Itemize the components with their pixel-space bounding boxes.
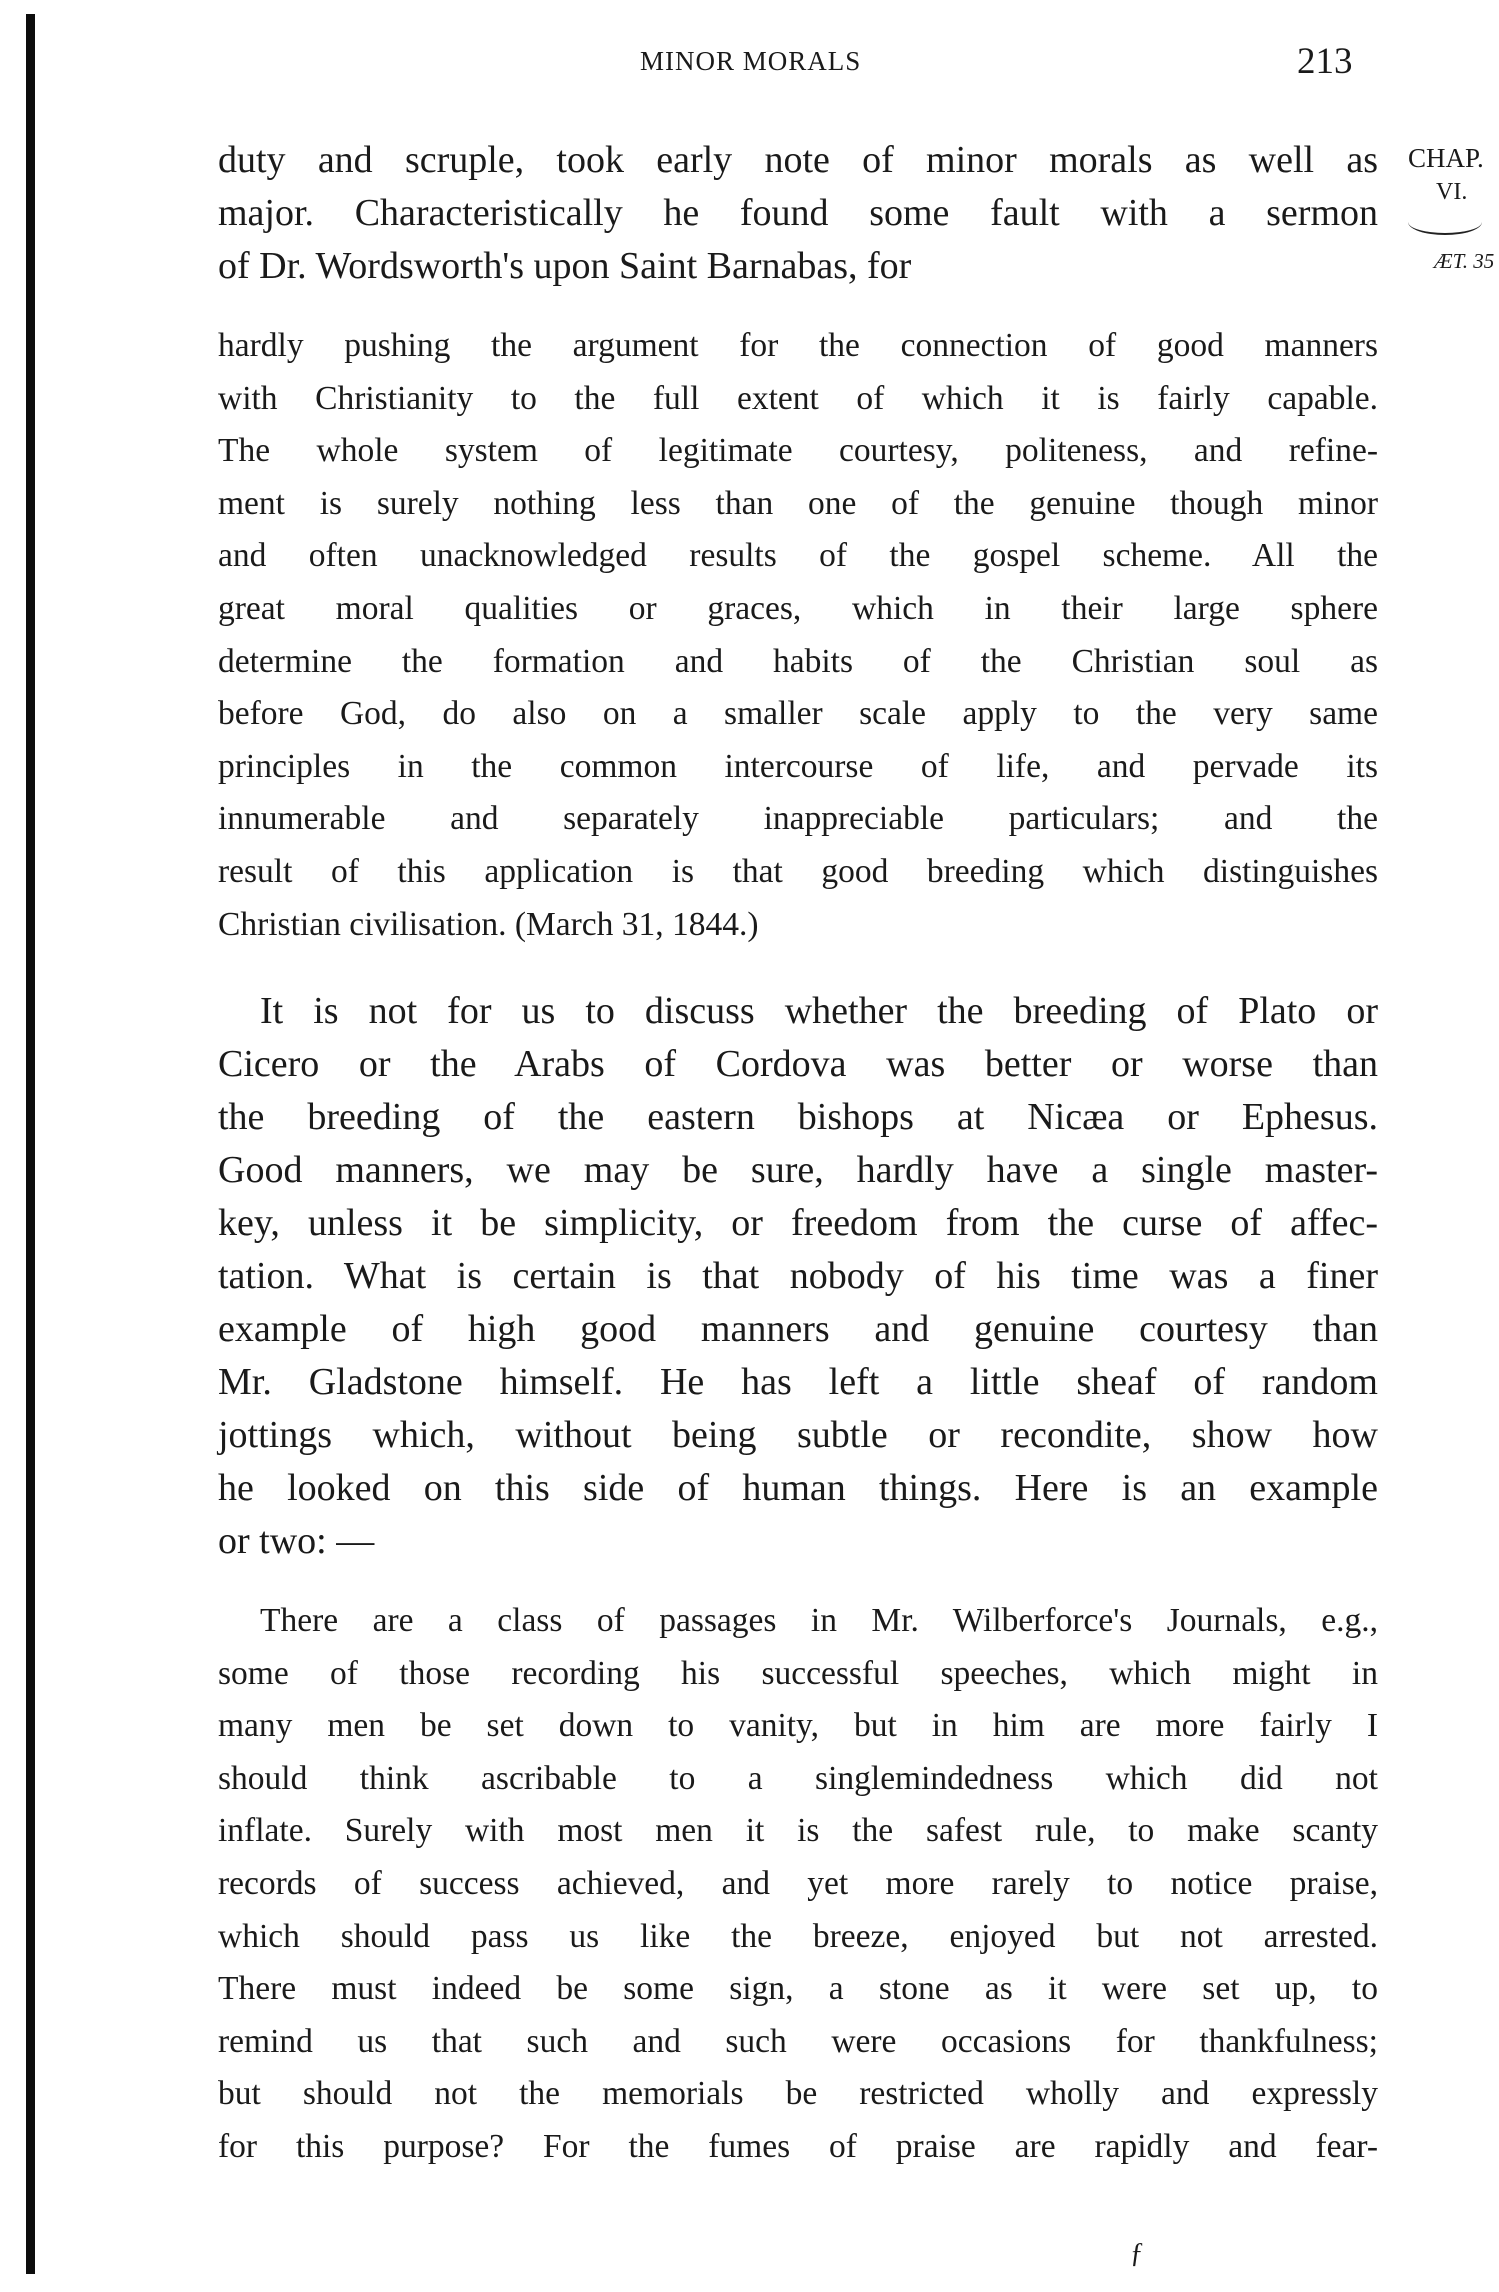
text-line: Good manners, we may be sure, hardly have a single master- (218, 1149, 1378, 1191)
text-line: determine the formation and habits of the Christian soul as (218, 642, 1378, 680)
text-line: and often unacknowledged results of the gospel scheme. All the (218, 537, 1378, 575)
brace-icon (1408, 209, 1482, 235)
text-line: There are a class of passages in Mr. Wilberforce's Journals, e.g., (260, 1602, 1378, 1639)
text-line: before God, do also on a smaller scale apply to the very same (218, 695, 1378, 733)
text-line: or two: — (218, 1520, 375, 1562)
running-head-title: MINOR MORALS (640, 46, 862, 76)
text-line: inflate. Surely with most men it is the safest rule, to make scanty (218, 1812, 1378, 1850)
margin-note (1408, 140, 1499, 275)
quotation-barnabas (218, 320, 1378, 951)
text-line: key, unless it be simplicity, or freedom from the curse of affec- (218, 1202, 1378, 1244)
text-line: he looked on this side of human things. Here is an example (218, 1467, 1378, 1509)
intro-paragraph (218, 134, 1378, 293)
text-line: but should not the memorials be restricted wholly and expressly (218, 2075, 1378, 2113)
text-line: many men be set down to vanity, but in him are more fairly I (218, 1707, 1378, 1745)
page-number: 213 (1297, 41, 1353, 82)
text-line: There must indeed be some sign, a stone as it were set up, to (218, 1970, 1378, 2008)
margin-age: ÆT. 35 (1434, 248, 1495, 273)
text-line: result of this application is that good breeding which distinguishes (218, 852, 1378, 890)
running-head (0, 41, 1499, 86)
text-line: which should pass us like the breeze, enjoyed but not arrested. (218, 1917, 1378, 1955)
bottom-signature-mark: ƒ (1130, 2238, 1144, 2269)
text-line: example of high good manners and genuine courtesy than (218, 1308, 1378, 1350)
text-line: some of those recording his successful speeches, which might in (218, 1654, 1378, 1692)
text-line: ment is surely nothing less than one of the genuine though minor (218, 484, 1378, 522)
text-line: Cicero or the Arabs of Cordova was better or worse than (218, 1043, 1378, 1085)
margin-chapter-label: CHAP. (1408, 143, 1484, 173)
text-line: innumerable and separately inappreciable particulars; and the (218, 800, 1378, 838)
text-line: major. Characteristically he found some fault with a sermon (218, 192, 1378, 234)
text-line: should think ascribable to a singlemindedness which did not (218, 1759, 1378, 1797)
text-line: Mr. Gladstone himself. He has left a little sheaf of random (218, 1361, 1378, 1403)
text-line: records of success achieved, and yet more rarely to notice praise, (218, 1864, 1378, 1902)
text-line: principles in the common intercourse of life, and pervade its (218, 747, 1378, 785)
text-line: with Christianity to the full extent of which it is fairly capable. (218, 379, 1378, 417)
text-line: jottings which, without being subtle or recondite, show how (218, 1414, 1378, 1456)
text-line: The whole system of legitimate courtesy, politeness, and refine- (218, 432, 1378, 470)
quotation-wilberforce (218, 1595, 1378, 2174)
text-line: great moral qualities or graces, which in their large sphere (218, 589, 1378, 627)
text-line: of Dr. Wordsworth's upon Saint Barnabas, for (218, 245, 912, 287)
text-line: Christian civilisation. (March 31, 1844.) (218, 905, 759, 943)
body-paragraph (218, 985, 1378, 1568)
text-line: the breeding of the eastern bishops at Nicæa or Ephesus. (218, 1096, 1378, 1138)
text-line: tation. What is certain is that nobody of his time was a finer (218, 1255, 1378, 1297)
text-line: hardly pushing the argument for the connection of good manners (218, 327, 1378, 364)
margin-chapter-number: VI. (1436, 179, 1468, 206)
text-line: for this purpose? For the fumes of praise are rapidly and fear- (218, 2127, 1378, 2165)
text-line: It is not for us to discuss whether the breeding of Plato or (260, 990, 1378, 1032)
book-spine-edge (26, 14, 35, 2274)
text-line: remind us that such and such were occasions for thankfulness; (218, 2022, 1378, 2060)
text-line: duty and scruple, took early note of minor morals as well as (218, 139, 1378, 181)
